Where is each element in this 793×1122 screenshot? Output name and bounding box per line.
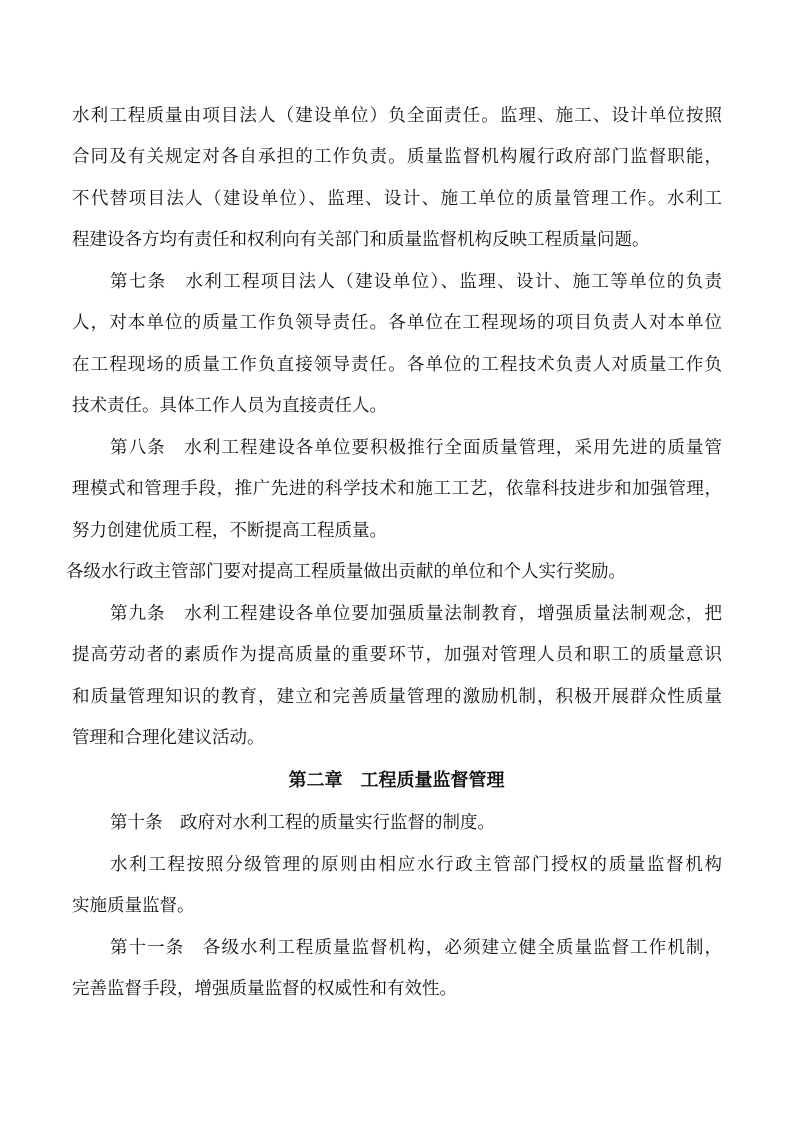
paragraph-line: 技术责任。具体工作人员为直接责任人。 [72,396,387,416]
article-10-line: 第十条 政府对水利工程的质量实行监督的制度。 [110,813,495,833]
paragraph-line: 程建设各方均有责任和权利向有关部门和质量监督机构反映工程质量问题。 [72,230,650,250]
article-9-line: 第九条 水利工程建设各单位要加强质量法制教育，增强质量法制观念，把 [110,604,722,624]
paragraph-line: 不代替项目法人（建设单位）、监理、设计、施工单位的质量管理工作。水利工 [72,189,722,209]
paragraph-line: 水利工程按照分级管理的原则由相应水行政主管部门授权的质量监督机构 [110,855,722,875]
chapter-heading: 第二章 工程质量监督管理 [288,770,505,791]
paragraph-line: 实施质量监督。 [72,896,195,916]
paragraph-line: 完善监督手段，增强质量监督的权威性和有效性。 [72,979,457,999]
paragraph-line: 在工程现场的质量工作负直接领导责任。各单位的工程技术负责人对质量工作负 [72,355,722,375]
paragraph-line: 水利工程质量由项目法人（建设单位）负全面责任。监理、施工、设计单位按照 [72,106,722,126]
article-7-line: 第七条 水利工程项目法人（建设单位）、监理、设计、施工等单位的负责 [110,272,722,292]
paragraph-line: 努力创建优质工程，不断提高工程质量。 [72,521,387,541]
paragraph-line: 理模式和管理手段，推广先进的科学技术和施工工艺，依靠科技进步和加强管理， [72,479,722,499]
paragraph-line: 人，对本单位的质量工作负领导责任。各单位在工程现场的项目负责人对本单位 [72,313,722,333]
paragraph-line: 管理和合理化建议活动。 [72,728,265,748]
paragraph-line: 提高劳动者的素质作为提高质量的重要环节，加强对管理人员和职工的质量意识 [72,645,722,665]
article-11-line: 第十一条 各级水利工程质量监督机构，必须建立健全质量监督工作机制， [110,938,722,958]
article-8-line: 第八条 水利工程建设各单位要积极推行全面质量管理，采用先进的质量管 [110,438,722,458]
paragraph-line: 合同及有关规定对各自承担的工作负责。质量监督机构履行政府部门监督职能， [72,147,722,167]
paragraph-line: 各级水行政主管部门要对提高工程质量做出贡献的单位和个人实行奖励。 [66,562,626,582]
paragraph-line: 和质量管理知识的教育，建立和完善质量管理的激励机制，积极开展群众性质量 [72,687,722,707]
